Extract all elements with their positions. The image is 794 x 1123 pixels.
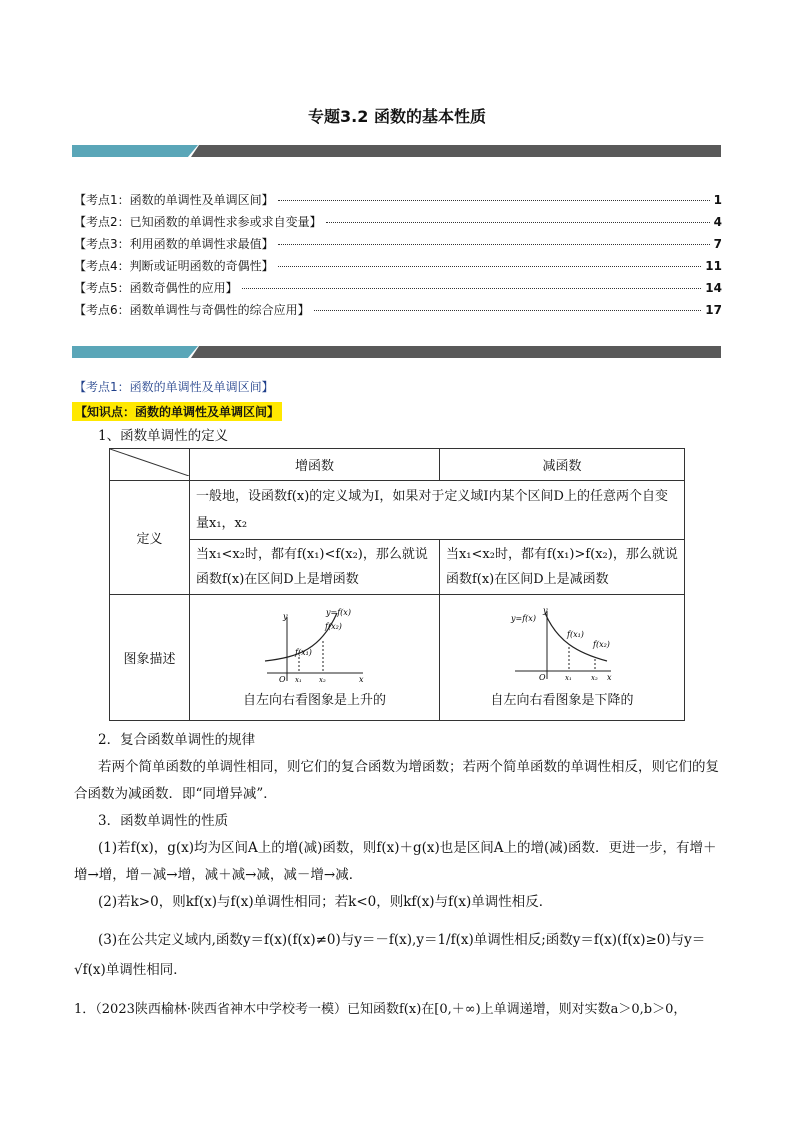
decreasing-graph [507, 607, 617, 683]
question-1: 1．（2023陕西榆林·陕西省神木中学校考一模）已知函数f(x)在[0,＋∞)上单调递增，则对实数a＞0,b＞0， [74, 1002, 687, 1017]
band-accent [72, 145, 198, 157]
toc-item-page: 11 [705, 259, 722, 273]
toc-item[interactable] [74, 235, 722, 257]
row-header-graph: 图象描述 [110, 595, 190, 721]
definition-increasing: 当x₁<x₂时，都有f(x₁)<f(x₂)，那么就说函数f(x)在区间D上是增函数 [190, 540, 440, 595]
curve-label: y=f(x) [510, 614, 536, 623]
band-bar [191, 346, 721, 358]
toc-item-page: 1 [713, 193, 722, 207]
toc-item-label: 【考点6：函数单调性与奇偶性的综合应用】 [74, 303, 310, 317]
knowledge-label: 【知识点：函数的单调性及单调区间】 [72, 402, 282, 421]
section-band [72, 346, 721, 358]
f-x1-label: f(x₁) [566, 630, 584, 639]
toc-item-label: 【考点1：函数的单调性及单调区间】 [74, 193, 274, 207]
origin-label: O [279, 675, 287, 683]
graph-decreasing-cell [439, 595, 684, 721]
toc-item-label: 【考点2：已知函数的单调性求参或求自变量】 [74, 215, 322, 229]
y-axis-label: y [283, 612, 289, 621]
f-x2-label: f(x₂) [325, 622, 343, 631]
toc-item[interactable] [74, 191, 722, 213]
definition-decreasing: 当x₁<x₂时，都有f(x₁)>f(x₂)，那么就说函数f(x)在区间D上是减函数 [439, 540, 684, 595]
graph-decreasing-caption: 自左向右看图象是下降的 [490, 693, 634, 708]
monotonicity-definition-table [109, 448, 685, 721]
toc-leader [278, 266, 702, 267]
band-accent [72, 346, 198, 358]
item-3-property-3: (3)在公共定义域内,函数y＝f(x)(f(x)≠0)与y＝－f(x),y＝1/f(x)单调性相反;函数y＝f(x)(f(x)≥0)与y＝√f(x)单调性相同． [74, 932, 706, 978]
header-band [72, 145, 721, 157]
toc-item-label: 【考点3：利用函数的单调性求最值】 [74, 237, 274, 251]
curve-label: y=f(x) [326, 608, 352, 617]
f-x2-label: f(x₂) [592, 640, 610, 649]
x1-tick-label: x₁ [564, 674, 572, 682]
table-corner [110, 449, 190, 481]
toc-item[interactable] [74, 279, 722, 301]
section-heading: 【考点1：函数的单调性及单调区间】 [74, 380, 274, 394]
toc-item-page: 14 [705, 281, 722, 295]
x-axis-label: x [606, 673, 612, 682]
toc-item-label: 【考点4：判断或证明函数的奇偶性】 [74, 259, 274, 273]
toc-item-page: 4 [713, 215, 722, 229]
toc-item[interactable] [74, 213, 722, 235]
toc-item[interactable] [74, 301, 722, 323]
toc-item-page: 17 [705, 303, 722, 317]
definition-common: 一般地，设函数f(x)的定义域为I，如果对于定义域I内某个区间D上的任意两个自变量x₁，x₂ [190, 481, 685, 540]
item-3-property-2: (2)若k>0，则kf(x)与f(x)单调性相同；若k<0，则kf(x)与f(x)单调性相反． [98, 894, 553, 910]
col-header-increasing: 增函数 [190, 449, 440, 481]
x-axis-label: x [359, 675, 364, 683]
band-bar [191, 145, 721, 157]
toc-leader [314, 310, 702, 311]
item-3-title: 3．函数单调性的性质 [98, 813, 229, 829]
toc-item-label: 【考点5：函数奇偶性的应用】 [74, 281, 238, 295]
col-header-decreasing: 减函数 [439, 449, 684, 481]
x2-tick-label: x₂ [319, 676, 327, 683]
toc-leader [278, 200, 710, 201]
toc-leader [326, 222, 710, 223]
item-1-title: 1、函数单调性的定义 [98, 428, 229, 444]
toc-item-page: 7 [713, 237, 722, 251]
f-x1-label: f(x₁) [295, 648, 313, 657]
toc-item[interactable] [74, 257, 722, 279]
toc-leader [278, 244, 710, 245]
origin-label: O [538, 673, 546, 682]
x1-tick-label: x₁ [295, 676, 303, 683]
diagonal-line [110, 449, 189, 476]
page-title: 专题3.2 函数的基本性质 [308, 107, 486, 126]
x2-tick-label: x₂ [590, 674, 598, 682]
increasing-graph [259, 607, 369, 683]
y-axis-label: y [542, 607, 548, 615]
graph-increasing-cell [190, 595, 440, 721]
toc-leader [242, 288, 702, 289]
table-of-contents [74, 191, 722, 323]
row-header-definition: 定义 [110, 481, 190, 595]
item-2-title: 2．复合函数单调性的规律 [98, 732, 256, 748]
item-3-property-1: (1)若f(x)，g(x)均为区间A上的增(减)函数，则f(x)＋g(x)也是区间A上的增(减)函数．更进一步，有增＋增→增，增－减→增，减＋减→减，减－增→减． [74, 840, 717, 883]
graph-increasing-caption: 自左向右看图象是上升的 [242, 693, 386, 708]
item-2-text: 若两个简单函数的单调性相同，则它们的复合函数为增函数；若两个简单函数的单调性相反，则它们的复合函数为减函数．即“同增异减”． [74, 759, 719, 802]
